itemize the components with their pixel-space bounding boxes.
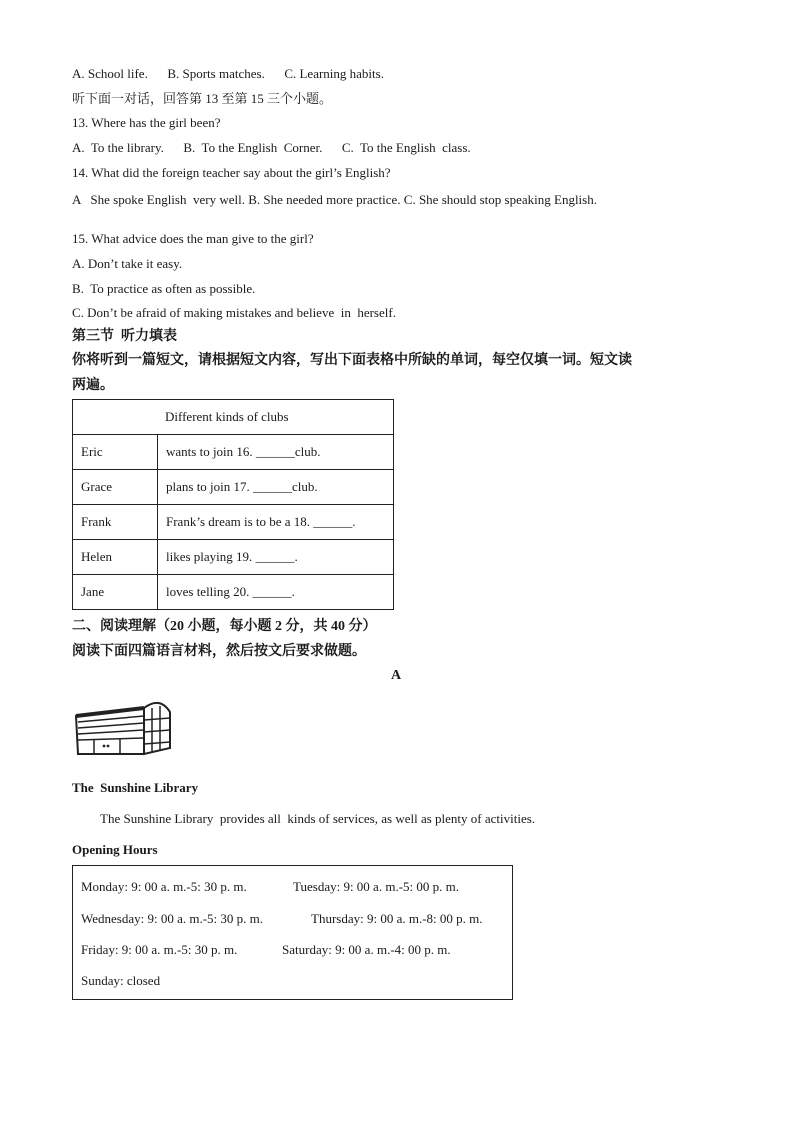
question-15: 15. What advice does the man give to the girl? [72,231,314,246]
club-description: Frank’s dream is to be a 18. ______. [158,505,394,540]
table-row [73,470,394,505]
question-15-option-a: A. Don’t take it easy. [72,256,183,271]
section3-instruction-line1: 你将听到一篇短文，请根据短文内容，写出下面表格中所缺的单词，每空仅填一词。短文读 [72,353,632,368]
club-description: wants to join 16. ______club. [158,435,394,470]
library-name: The Sunshine Library [72,780,199,795]
hours-monday: Monday: 9: 00 a. m.-5: 30 p. m. [81,879,247,894]
club-person: Grace [73,470,158,505]
table-header: Different kinds of clubs [73,400,394,435]
question-13-options: A. To the library. B. To the English Corner. C. To the English class. [72,140,471,155]
club-description: loves telling 20. ______. [158,575,394,610]
table-row [73,540,394,575]
question-14: 14. What did the foreign teacher say about the girl’s English? [72,165,391,180]
table-row [73,435,394,470]
club-person: Eric [73,435,158,470]
question-15-option-c: C. Don’t be afraid of making mistakes and believe in herself. [72,305,396,320]
question-15-option-b: B. To practice as often as possible. [72,281,256,296]
club-person: Frank [73,505,158,540]
hours-wednesday: Wednesday: 9: 00 a. m.-5: 30 p. m. [81,911,264,926]
opening-hours-box [72,865,513,1000]
club-description: plans to join 17. ______club. [158,470,394,505]
passage-letter: A [391,668,402,683]
section3-title: 第三节 听力填表 [72,329,177,344]
question-14-options: A She spoke English very well. B. She needed more practice. C. She should stop speaking English. [72,192,597,207]
hours-saturday: Saturday: 9: 00 a. m.-4: 00 p. m. [282,942,451,957]
library-building-icon [74,698,174,758]
hours-sunday: Sunday: closed [81,973,161,988]
table-row [73,575,394,610]
section3-instruction-line2: 两遍。 [72,378,114,393]
hours-tuesday: Tuesday: 9: 00 a. m.-5: 00 p. m. [293,879,459,894]
club-description: likes playing 19. ______. [158,540,394,575]
question-13: 13. Where has the girl been? [72,115,221,130]
hours-thursday: Thursday: 9: 00 a. m.-8: 00 p. m. [311,911,483,926]
q12-options: A. School life. B. Sports matches. C. Learning habits. [72,66,384,81]
dialogue-instruction: 听下面一对话，回答第 13 至第 15 三个小题。 [72,91,333,106]
club-person: Jane [73,575,158,610]
clubs-table [72,399,394,610]
reading-section-title: 二、阅读理解（20 小题，每小题 2 分，共 40 分） [72,619,377,634]
reading-instruction: 阅读下面四篇语言材料，然后按文后要求做题。 [72,644,366,659]
library-intro: The Sunshine Library provides all kinds of services, as well as plenty of activities. [100,811,536,826]
club-person: Helen [73,540,158,575]
table-header-row [73,400,394,435]
table-row [73,505,394,540]
opening-hours-title: Opening Hours [72,842,158,857]
hours-friday: Friday: 9: 00 a. m.-5: 30 p. m. [81,942,238,957]
